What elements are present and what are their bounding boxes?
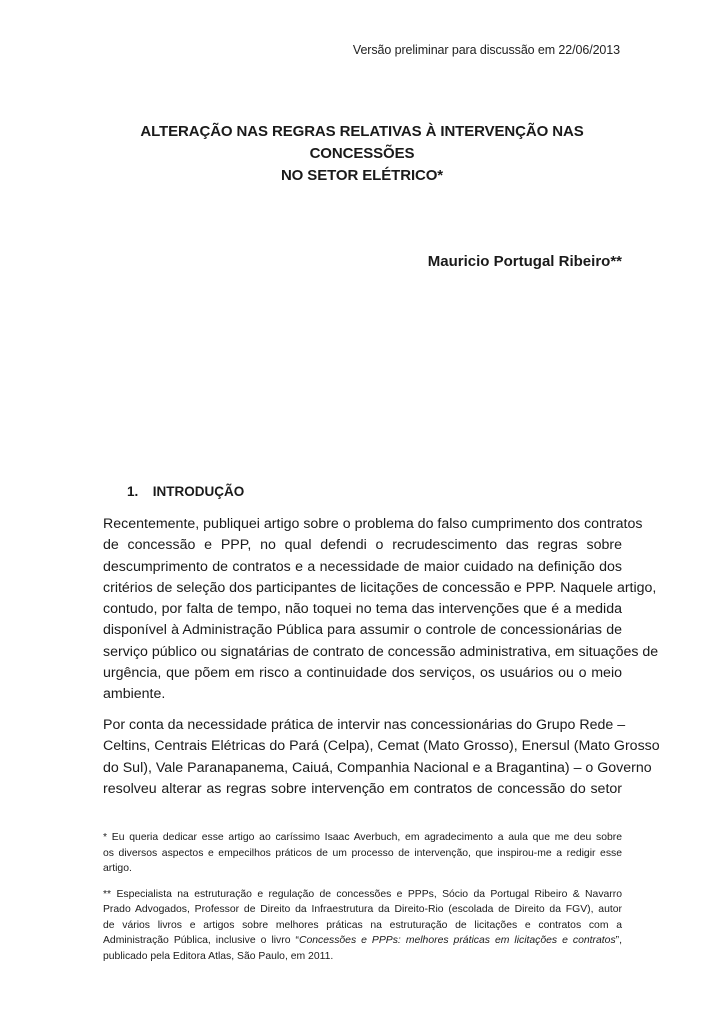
paragraph-line: do Sul), Vale Paranapanema, Caiuá, Companhia Nacional e a Bragantina) – o Governo bbox=[103, 759, 652, 776]
paragraph-line: Celtins, Centrais Elétricas do Pará (Celpa), Cemat (Mato Grosso), Enersul (Mato Grosso bbox=[103, 738, 660, 755]
footnote-line: artigo. bbox=[103, 863, 132, 874]
section-heading bbox=[127, 484, 244, 499]
footnote-line: de vários livros e artigos sobre melhores práticas na estruturação de licitações e contratos com a bbox=[103, 919, 622, 931]
paragraph-line: Por conta da necessidade prática de intervir nas concessionárias do Grupo Rede – bbox=[103, 717, 626, 733]
section-number: 1. bbox=[127, 484, 139, 499]
footnote-line: ** Especialista na estruturação e regulação de concessões e PPPs, Sócio da Portugal Ribeiro & Navarro bbox=[103, 888, 622, 900]
paragraph-line: urgência, que põem em risco a continuidade dos serviços, os usuários ou o meio bbox=[103, 665, 622, 682]
footnote-line: * Eu queria dedicar esse artigo ao caríssimo Isaac Averbuch, em agradecimento a aula que me deu sobre bbox=[103, 832, 622, 843]
body-paragraph-2 bbox=[103, 715, 660, 800]
paragraph-line: ambiente. bbox=[103, 686, 166, 703]
section-title: INTRODUÇÃO bbox=[152, 484, 245, 499]
paragraph-line: de concessão e PPP, no qual defendi o recrudescimento das regras sobre bbox=[103, 537, 622, 554]
book-title: Concessões e PPPs: melhores práticas em licitações e contratos bbox=[298, 935, 616, 946]
author-name: Mauricio Portugal Ribeiro** bbox=[427, 253, 622, 270]
title-line-2: NO SETOR ELÉTRICO* bbox=[280, 167, 444, 184]
draft-version-note: Versão preliminar para discussão em 22/06/2013 bbox=[352, 43, 620, 57]
title-line-1: ALTERAÇÃO NAS REGRAS RELATIVAS À INTERVENÇÃO NAS CONCESSÕES bbox=[140, 123, 584, 162]
paragraph-line: disponível à Administração Pública para assumir o controle de concessionárias de bbox=[103, 622, 622, 639]
footnote-line: Prado Advogados, Professor de Direito da Infraestrutura da Direito-Rio (escolada de Direito da FGV), autor bbox=[103, 904, 622, 915]
footnote-line bbox=[103, 933, 622, 949]
footnotes bbox=[103, 830, 622, 974]
footnote-text: Administração Pública, inclusive o livro “ bbox=[103, 935, 299, 946]
footnote-text: ”, bbox=[615, 935, 623, 946]
body-paragraph-1 bbox=[103, 514, 659, 706]
document-title bbox=[100, 121, 624, 187]
paragraph-line: descumprimento de contratos e a necessidade de maior cuidado na definição dos bbox=[103, 558, 622, 575]
footnote-dedication bbox=[103, 830, 622, 877]
paragraph-line: serviço público ou signatárias de contrato de concessão administrativa, em situações de bbox=[103, 643, 659, 660]
footnote-line: os diversos aspectos e empecilhos práticos de um processo de intervenção, que inspirou-me a redigir esse bbox=[103, 847, 622, 859]
paragraph-line: resolveu alterar as regras sobre intervenção em contratos de concessão do setor bbox=[103, 780, 622, 797]
footnote-author-bio bbox=[103, 887, 622, 965]
footnote-line: publicado pela Editora Atlas, São Paulo, em 2011. bbox=[103, 950, 334, 962]
paragraph-line: Recentemente, publiquei artigo sobre o problema do falso cumprimento dos contratos bbox=[103, 516, 643, 532]
paragraph-line: contudo, por falta de tempo, não toquei no tema das intervenções que é a medida bbox=[103, 601, 622, 618]
paragraph-line: critérios de seleção dos participantes de licitações de concessão e PPP. Naquele artigo, bbox=[103, 579, 657, 596]
